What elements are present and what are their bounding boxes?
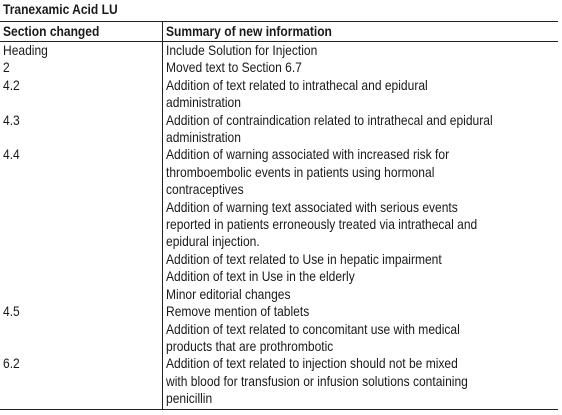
table-row bbox=[0, 77, 558, 112]
section-cell: 4.5 bbox=[3, 303, 20, 320]
summary-cell: Addition of text related to intrathecal and epidural administration bbox=[162, 77, 558, 112]
section-cell: 4.4 bbox=[3, 146, 20, 163]
table-row bbox=[0, 59, 558, 76]
table-row bbox=[0, 112, 558, 147]
summary-cell: Include Solution for Injection bbox=[162, 42, 558, 60]
header-section-changed: Section changed bbox=[0, 22, 162, 42]
section-cell: 2 bbox=[3, 59, 10, 76]
section-cell: 4.3 bbox=[3, 111, 20, 128]
changes-table bbox=[0, 21, 558, 410]
summary-cell: Addition of warning associated with increased risk for thromboembolic events in patients using hormonal contraceptives Addition of warning text associated with serious events reported in patients erroneously treated via intrathecal and epidural injection. Addition of text related to Use in hepatic impairment Addition of text in Use in the elderly Minor editorial changes bbox=[162, 146, 558, 303]
summary-cell: Addition of contraindication related to intrathecal and epidural administration bbox=[162, 112, 558, 147]
header-summary: Summary of new information bbox=[162, 22, 558, 42]
summary-cell: Moved text to Section 6.7 bbox=[162, 59, 558, 76]
summary-cell: Addition of text related to injection should not be mixed with blood for transfusion or infusion solutions containing penicillin bbox=[162, 355, 558, 409]
document-title: Tranexamic Acid LU bbox=[3, 1, 118, 17]
table-row bbox=[0, 42, 558, 60]
table-header-row bbox=[0, 22, 558, 42]
table-row bbox=[0, 355, 558, 409]
table-row bbox=[0, 303, 558, 355]
summary-cell: Remove mention of tablets Addition of text related to concomitant use with medical products that are prothrombotic bbox=[162, 303, 558, 355]
section-cell: Heading bbox=[3, 42, 48, 58]
section-cell: 4.2 bbox=[3, 76, 20, 93]
table-row bbox=[0, 146, 558, 303]
section-cell: 6.2 bbox=[0, 355, 162, 409]
